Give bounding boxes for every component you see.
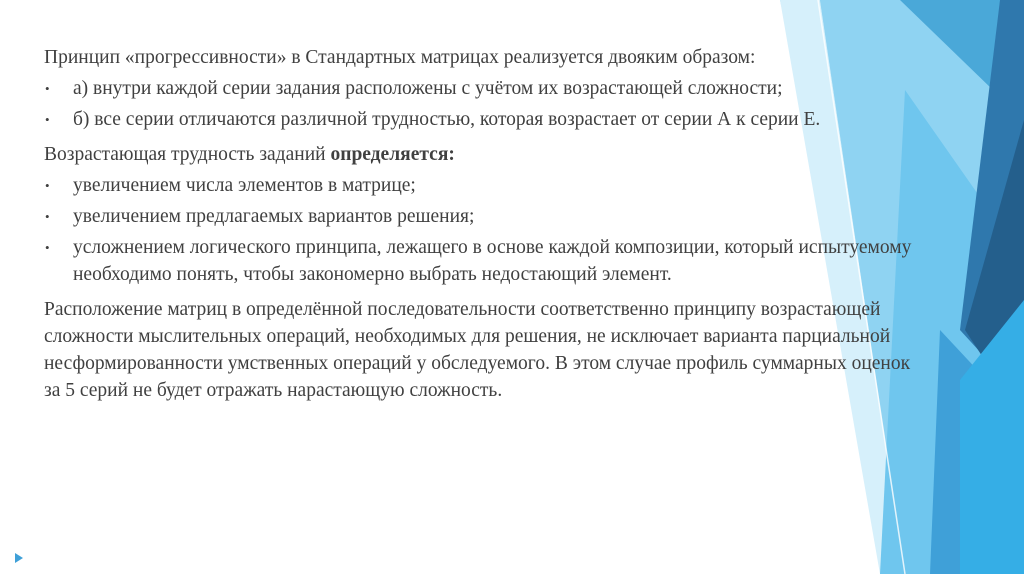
difficulty-heading: Возрастающая трудность заданий определяется:	[44, 144, 455, 165]
intro-bullet-list	[44, 75, 924, 133]
bullet-icon: •	[45, 178, 50, 193]
list-item: • увеличением числа элементов в матрице;	[44, 172, 924, 199]
list-item: • увеличением предлагаемых вариантов решения;	[44, 203, 924, 230]
list-item: • б) все серии отличаются различной трудностью, которая возрастает от серии А к серии Е.	[44, 106, 924, 133]
bullet-icon: •	[45, 81, 50, 96]
list-item: • усложнением логического принципа, лежащего в основе каждой композиции, который испытуемому необходимо понять, чтобы закономерно выбрать недостающий элемент.	[44, 234, 924, 288]
list-item: • а) внутри каждой серии задания расположены с учётом их возрастающей сложности;	[44, 75, 924, 102]
corner-arrow-icon	[15, 553, 23, 563]
intro-paragraph: Принцип «прогрессивности» в Стандартных матрицах реализуется двояким образом:	[44, 47, 756, 68]
conclusion-paragraph: Расположение матриц в определённой последовательности соответственно принципу возрастающей сложности мыслительных операций, необходимых для решения, не исключает варианта парциальной несформированности умственных операций у обследуемого. В этом случае профиль суммарных оценок за 5 серий не будет отражать нарастающую сложность.	[44, 299, 911, 401]
bullet-icon: •	[45, 209, 50, 224]
difficulty-bullet-list	[44, 172, 924, 288]
bullet-icon: •	[45, 112, 50, 127]
slide-content	[44, 44, 924, 404]
bullet-icon: •	[45, 240, 50, 255]
